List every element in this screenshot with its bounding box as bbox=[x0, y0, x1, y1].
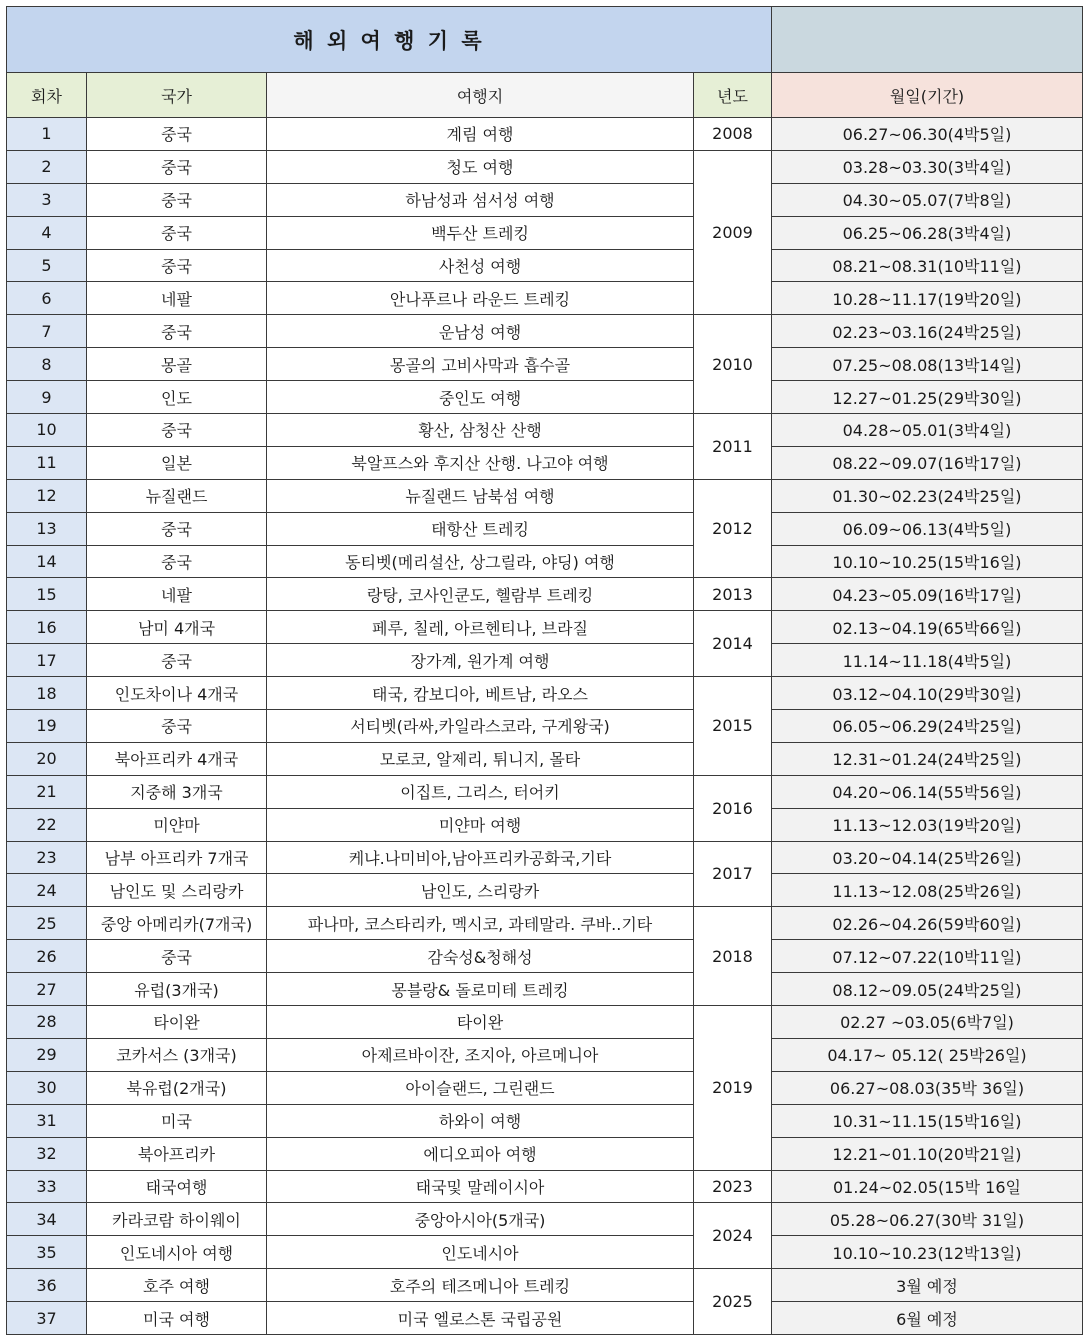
cell-date[interactable]: 06.27~06.30(4박5일) bbox=[772, 118, 1083, 151]
cell-date[interactable]: 08.12~09.05(24박25일) bbox=[772, 973, 1083, 1006]
cell-country[interactable]: 중국 bbox=[87, 710, 267, 743]
cell-num[interactable]: 18 bbox=[7, 677, 87, 710]
cell-num[interactable]: 24 bbox=[7, 874, 87, 907]
cell-num[interactable]: 7 bbox=[7, 315, 87, 348]
cell-date[interactable]: 11.14~11.18(4박5일) bbox=[772, 644, 1083, 677]
cell-num[interactable]: 16 bbox=[7, 611, 87, 644]
cell-date[interactable]: 3월 예정 bbox=[772, 1269, 1083, 1302]
cell-destination[interactable]: 에디오피아 여행 bbox=[267, 1137, 694, 1170]
cell-date[interactable]: 12.27~01.25(29박30일) bbox=[772, 381, 1083, 414]
cell-destination[interactable]: 호주의 테즈메니아 트레킹 bbox=[267, 1269, 694, 1302]
cell-year[interactable]: 2013 bbox=[694, 578, 772, 611]
cell-year[interactable]: 2012 bbox=[694, 479, 772, 578]
cell-country[interactable]: 북유럽(2개국) bbox=[87, 1071, 267, 1104]
cell-destination[interactable]: 태국및 말레이시아 bbox=[267, 1170, 694, 1203]
table-row bbox=[7, 512, 1083, 545]
table-row bbox=[7, 611, 1083, 644]
cell-date[interactable]: 12.21~01.10(20박21일) bbox=[772, 1137, 1083, 1170]
cell-date[interactable]: 06.25~06.28(3박4일) bbox=[772, 216, 1083, 249]
table-row bbox=[7, 644, 1083, 677]
table-row bbox=[7, 1006, 1083, 1039]
table-row bbox=[7, 1203, 1083, 1236]
cell-destination[interactable]: 이집트, 그리스, 터어키 bbox=[267, 775, 694, 808]
cell-destination[interactable]: 모로코, 알제리, 튀니지, 몰타 bbox=[267, 742, 694, 775]
header-country[interactable]: 국가 bbox=[87, 73, 267, 118]
cell-country[interactable]: 중국 bbox=[87, 183, 267, 216]
table-row bbox=[7, 381, 1083, 414]
cell-num[interactable]: 30 bbox=[7, 1071, 87, 1104]
header-destination[interactable]: 여행지 bbox=[267, 73, 694, 118]
cell-num[interactable]: 2 bbox=[7, 150, 87, 183]
cell-num[interactable]: 33 bbox=[7, 1170, 87, 1203]
cell-country[interactable]: 중국 bbox=[87, 249, 267, 282]
cell-destination[interactable]: 중인도 여행 bbox=[267, 381, 694, 414]
cell-destination[interactable]: 남인도, 스리랑카 bbox=[267, 874, 694, 907]
table-row bbox=[7, 1302, 1083, 1335]
cell-country[interactable]: 중앙 아메리카(7개국) bbox=[87, 907, 267, 940]
cell-date[interactable]: 11.13~12.08(25박26일) bbox=[772, 874, 1083, 907]
cell-country[interactable]: 네팔 bbox=[87, 578, 267, 611]
cell-country[interactable]: 남미 4개국 bbox=[87, 611, 267, 644]
cell-year[interactable]: 2017 bbox=[694, 841, 772, 907]
cell-date[interactable]: 02.26~04.26(59박60일) bbox=[772, 907, 1083, 940]
cell-num[interactable]: 17 bbox=[7, 644, 87, 677]
table-row bbox=[7, 1269, 1083, 1302]
cell-year[interactable]: 2025 bbox=[694, 1269, 772, 1335]
cell-country[interactable]: 중국 bbox=[87, 545, 267, 578]
cell-country[interactable]: 지중해 3개국 bbox=[87, 775, 267, 808]
cell-date[interactable]: 04.17~ 05.12( 25박26일) bbox=[772, 1038, 1083, 1071]
cell-num[interactable]: 9 bbox=[7, 381, 87, 414]
cell-country[interactable]: 인도 bbox=[87, 381, 267, 414]
table-row bbox=[7, 118, 1083, 151]
cell-date[interactable]: 05.28~06.27(30박 31일) bbox=[772, 1203, 1083, 1236]
table-row bbox=[7, 808, 1083, 841]
cell-destination[interactable]: 미국 엘로스톤 국립공원 bbox=[267, 1302, 694, 1335]
table-row bbox=[7, 150, 1083, 183]
cell-destination[interactable]: 계림 여행 bbox=[267, 118, 694, 151]
cell-num[interactable]: 10 bbox=[7, 414, 87, 447]
cell-num[interactable]: 20 bbox=[7, 742, 87, 775]
cell-country[interactable]: 인도네시아 여행 bbox=[87, 1236, 267, 1269]
cell-year[interactable]: 2009 bbox=[694, 150, 772, 314]
header-row bbox=[7, 73, 1083, 118]
cell-date[interactable]: 04.28~05.01(3박4일) bbox=[772, 414, 1083, 447]
cell-num[interactable]: 12 bbox=[7, 479, 87, 512]
cell-num[interactable]: 37 bbox=[7, 1302, 87, 1335]
cell-destination[interactable]: 태항산 트레킹 bbox=[267, 512, 694, 545]
cell-country[interactable]: 중국 bbox=[87, 216, 267, 249]
cell-num[interactable]: 1 bbox=[7, 118, 87, 151]
cell-num[interactable]: 5 bbox=[7, 249, 87, 282]
cell-country[interactable]: 인도차이나 4개국 bbox=[87, 677, 267, 710]
travel-record-sheet bbox=[6, 6, 1083, 1335]
cell-date[interactable]: 12.31~01.24(24박25일) bbox=[772, 742, 1083, 775]
cell-date[interactable]: 11.13~12.03(19박20일) bbox=[772, 808, 1083, 841]
table-row bbox=[7, 1038, 1083, 1071]
cell-date[interactable]: 01.24~02.05(15박 16일 bbox=[772, 1170, 1083, 1203]
cell-date[interactable]: 03.20~04.14(25박26일) bbox=[772, 841, 1083, 874]
cell-country[interactable]: 유럽(3개국) bbox=[87, 973, 267, 1006]
cell-num[interactable]: 15 bbox=[7, 578, 87, 611]
cell-date[interactable]: 03.12~04.10(29박30일) bbox=[772, 677, 1083, 710]
cell-destination[interactable]: 황산, 삼청산 산행 bbox=[267, 414, 694, 447]
table-row bbox=[7, 1071, 1083, 1104]
table-row bbox=[7, 874, 1083, 907]
cell-destination[interactable]: 아이슬랜드, 그린랜드 bbox=[267, 1071, 694, 1104]
cell-date[interactable]: 04.23~05.09(16박17일) bbox=[772, 578, 1083, 611]
cell-date[interactable]: 06.09~06.13(4박5일) bbox=[772, 512, 1083, 545]
cell-date[interactable]: 02.27 ~03.05(6박7일) bbox=[772, 1006, 1083, 1039]
cell-destination[interactable]: 감숙성&청해성 bbox=[267, 940, 694, 973]
table-row bbox=[7, 348, 1083, 381]
cell-country[interactable]: 중국 bbox=[87, 512, 267, 545]
cell-country[interactable]: 호주 여행 bbox=[87, 1269, 267, 1302]
cell-year[interactable]: 2008 bbox=[694, 118, 772, 151]
cell-date[interactable]: 08.22~09.07(16박17일) bbox=[772, 446, 1083, 479]
cell-destination[interactable]: 타이완 bbox=[267, 1006, 694, 1039]
cell-num[interactable]: 28 bbox=[7, 1006, 87, 1039]
cell-date[interactable]: 06.27~08.03(35박 36일) bbox=[772, 1071, 1083, 1104]
table-row bbox=[7, 249, 1083, 282]
cell-date[interactable]: 04.20~06.14(55박56일) bbox=[772, 775, 1083, 808]
sheet-title[interactable]: 해 외 여 행 기 록 bbox=[7, 7, 772, 73]
table-row bbox=[7, 677, 1083, 710]
cell-year[interactable]: 2011 bbox=[694, 414, 772, 480]
cell-date[interactable]: 06.05~06.29(24박25일) bbox=[772, 710, 1083, 743]
cell-date[interactable]: 07.25~08.08(13박14일) bbox=[772, 348, 1083, 381]
cell-destination[interactable]: 페루, 칠레, 아르헨티나, 브라질 bbox=[267, 611, 694, 644]
table-row bbox=[7, 710, 1083, 743]
cell-num[interactable]: 22 bbox=[7, 808, 87, 841]
cell-destination[interactable]: 미얀마 여행 bbox=[267, 808, 694, 841]
cell-date[interactable]: 03.28~03.30(3박4일) bbox=[772, 150, 1083, 183]
cell-country[interactable]: 미국 bbox=[87, 1104, 267, 1137]
cell-destination[interactable]: 안나푸르나 라운드 트레킹 bbox=[267, 282, 694, 315]
table-row bbox=[7, 1104, 1083, 1137]
cell-country[interactable]: 뉴질랜드 bbox=[87, 479, 267, 512]
table-row bbox=[7, 940, 1083, 973]
cell-destination[interactable]: 서티벳(라싸,카일라스코라, 구게왕국) bbox=[267, 710, 694, 743]
cell-num[interactable]: 3 bbox=[7, 183, 87, 216]
sheet-body bbox=[7, 118, 1083, 1335]
cell-num[interactable]: 36 bbox=[7, 1269, 87, 1302]
cell-country[interactable]: 중국 bbox=[87, 118, 267, 151]
cell-date[interactable]: 08.21~08.31(10박11일) bbox=[772, 249, 1083, 282]
cell-country[interactable]: 남부 아프리카 7개국 bbox=[87, 841, 267, 874]
sheet-bottom-edge bbox=[0, 1335, 1092, 1341]
cell-destination[interactable]: 하남성과 섬서성 여행 bbox=[267, 183, 694, 216]
table-row bbox=[7, 742, 1083, 775]
cell-year[interactable]: 2015 bbox=[694, 677, 772, 776]
cell-date[interactable]: 10.31~11.15(15박16일) bbox=[772, 1104, 1083, 1137]
cell-destination[interactable]: 장가계, 원가계 여행 bbox=[267, 644, 694, 677]
cell-country[interactable]: 남인도 및 스리랑카 bbox=[87, 874, 267, 907]
table-row bbox=[7, 841, 1083, 874]
cell-country[interactable]: 코카서스 (3개국) bbox=[87, 1038, 267, 1071]
cell-num[interactable]: 35 bbox=[7, 1236, 87, 1269]
table-row bbox=[7, 578, 1083, 611]
cell-date[interactable]: 02.23~03.16(24박25일) bbox=[772, 315, 1083, 348]
table-row bbox=[7, 907, 1083, 940]
table-row bbox=[7, 315, 1083, 348]
cell-country[interactable]: 일본 bbox=[87, 446, 267, 479]
cell-date[interactable]: 04.30~05.07(7박8일) bbox=[772, 183, 1083, 216]
cell-country[interactable]: 중국 bbox=[87, 644, 267, 677]
cell-destination[interactable]: 뉴질랜드 남북섬 여행 bbox=[267, 479, 694, 512]
cell-destination[interactable]: 동티벳(메리설산, 상그릴라, 야딩) 여행 bbox=[267, 545, 694, 578]
cell-num[interactable]: 27 bbox=[7, 973, 87, 1006]
table-row bbox=[7, 446, 1083, 479]
cell-destination[interactable]: 사천성 여행 bbox=[267, 249, 694, 282]
table-row bbox=[7, 1137, 1083, 1170]
cell-year[interactable]: 2016 bbox=[694, 775, 772, 841]
cell-num[interactable]: 25 bbox=[7, 907, 87, 940]
cell-destination[interactable]: 케냐.나미비아,남아프리카공화국,기타 bbox=[267, 841, 694, 874]
table-row bbox=[7, 973, 1083, 1006]
cell-num[interactable]: 26 bbox=[7, 940, 87, 973]
cell-country[interactable]: 북아프리카 4개국 bbox=[87, 742, 267, 775]
cell-destination[interactable]: 인도네시아 bbox=[267, 1236, 694, 1269]
cell-year[interactable]: 2019 bbox=[694, 1006, 772, 1170]
title-row bbox=[7, 7, 1083, 73]
cell-num[interactable]: 14 bbox=[7, 545, 87, 578]
table-row bbox=[7, 183, 1083, 216]
cell-year[interactable]: 2024 bbox=[694, 1203, 772, 1269]
title-side-cell[interactable] bbox=[772, 7, 1083, 73]
cell-date[interactable]: 10.28~11.17(19박20일) bbox=[772, 282, 1083, 315]
cell-destination[interactable]: 청도 여행 bbox=[267, 150, 694, 183]
cell-year[interactable]: 2023 bbox=[694, 1170, 772, 1203]
cell-destination[interactable]: 운남성 여행 bbox=[267, 315, 694, 348]
cell-country[interactable]: 타이완 bbox=[87, 1006, 267, 1039]
cell-date[interactable]: 07.12~07.22(10박11일) bbox=[772, 940, 1083, 973]
cell-date[interactable]: 02.13~04.19(65박66일) bbox=[772, 611, 1083, 644]
cell-destination[interactable]: 아제르바이잔, 조지아, 아르메니아 bbox=[267, 1038, 694, 1071]
cell-num[interactable]: 34 bbox=[7, 1203, 87, 1236]
table-row bbox=[7, 216, 1083, 249]
cell-num[interactable]: 29 bbox=[7, 1038, 87, 1071]
cell-date[interactable]: 10.10~10.25(15박16일) bbox=[772, 545, 1083, 578]
table-row bbox=[7, 775, 1083, 808]
cell-country[interactable]: 카라코람 하이웨이 bbox=[87, 1203, 267, 1236]
cell-destination[interactable]: 하와이 여행 bbox=[267, 1104, 694, 1137]
cell-country[interactable]: 미국 여행 bbox=[87, 1302, 267, 1335]
cell-date[interactable]: 01.30~02.23(24박25일) bbox=[772, 479, 1083, 512]
table-row bbox=[7, 1170, 1083, 1203]
cell-num[interactable]: 8 bbox=[7, 348, 87, 381]
cell-year[interactable]: 2014 bbox=[694, 611, 772, 677]
cell-country[interactable]: 중국 bbox=[87, 150, 267, 183]
cell-year[interactable]: 2010 bbox=[694, 315, 772, 414]
table-row bbox=[7, 414, 1083, 447]
cell-country[interactable]: 네팔 bbox=[87, 282, 267, 315]
table-row bbox=[7, 282, 1083, 315]
header-date[interactable]: 월일(기간) bbox=[772, 73, 1083, 118]
cell-country[interactable]: 중국 bbox=[87, 414, 267, 447]
cell-num[interactable]: 11 bbox=[7, 446, 87, 479]
cell-num[interactable]: 21 bbox=[7, 775, 87, 808]
cell-destination[interactable]: 태국, 캄보디아, 베트남, 라오스 bbox=[267, 677, 694, 710]
cell-destination[interactable]: 중앙아시아(5개국) bbox=[267, 1203, 694, 1236]
cell-country[interactable]: 중국 bbox=[87, 940, 267, 973]
table-row bbox=[7, 545, 1083, 578]
cell-year[interactable]: 2018 bbox=[694, 907, 772, 1006]
cell-num[interactable]: 19 bbox=[7, 710, 87, 743]
cell-num[interactable]: 6 bbox=[7, 282, 87, 315]
header-year[interactable]: 년도 bbox=[694, 73, 772, 118]
cell-country[interactable]: 북아프리카 bbox=[87, 1137, 267, 1170]
table-row bbox=[7, 1236, 1083, 1269]
cell-destination[interactable]: 북알프스와 후지산 산행. 나고야 여행 bbox=[267, 446, 694, 479]
cell-country[interactable]: 중국 bbox=[87, 315, 267, 348]
cell-num[interactable]: 32 bbox=[7, 1137, 87, 1170]
cell-date[interactable]: 6월 예정 bbox=[772, 1302, 1083, 1335]
cell-destination[interactable]: 파나마, 코스타리카, 멕시코, 과테말라. 쿠바..기타 bbox=[267, 907, 694, 940]
cell-country[interactable]: 태국여행 bbox=[87, 1170, 267, 1203]
cell-num[interactable]: 31 bbox=[7, 1104, 87, 1137]
cell-num[interactable]: 4 bbox=[7, 216, 87, 249]
cell-num[interactable]: 13 bbox=[7, 512, 87, 545]
cell-destination[interactable]: 랑탕, 코사인쿤도, 헬람부 트레킹 bbox=[267, 578, 694, 611]
cell-destination[interactable]: 백두산 트레킹 bbox=[267, 216, 694, 249]
table-row bbox=[7, 479, 1083, 512]
cell-num[interactable]: 23 bbox=[7, 841, 87, 874]
cell-country[interactable]: 미얀마 bbox=[87, 808, 267, 841]
cell-date[interactable]: 10.10~10.23(12박13일) bbox=[772, 1236, 1083, 1269]
cell-destination[interactable]: 몽블랑& 돌로미테 트레킹 bbox=[267, 973, 694, 1006]
cell-country[interactable]: 몽골 bbox=[87, 348, 267, 381]
cell-destination[interactable]: 몽골의 고비사막과 흡수골 bbox=[267, 348, 694, 381]
header-num[interactable]: 회차 bbox=[7, 73, 87, 118]
